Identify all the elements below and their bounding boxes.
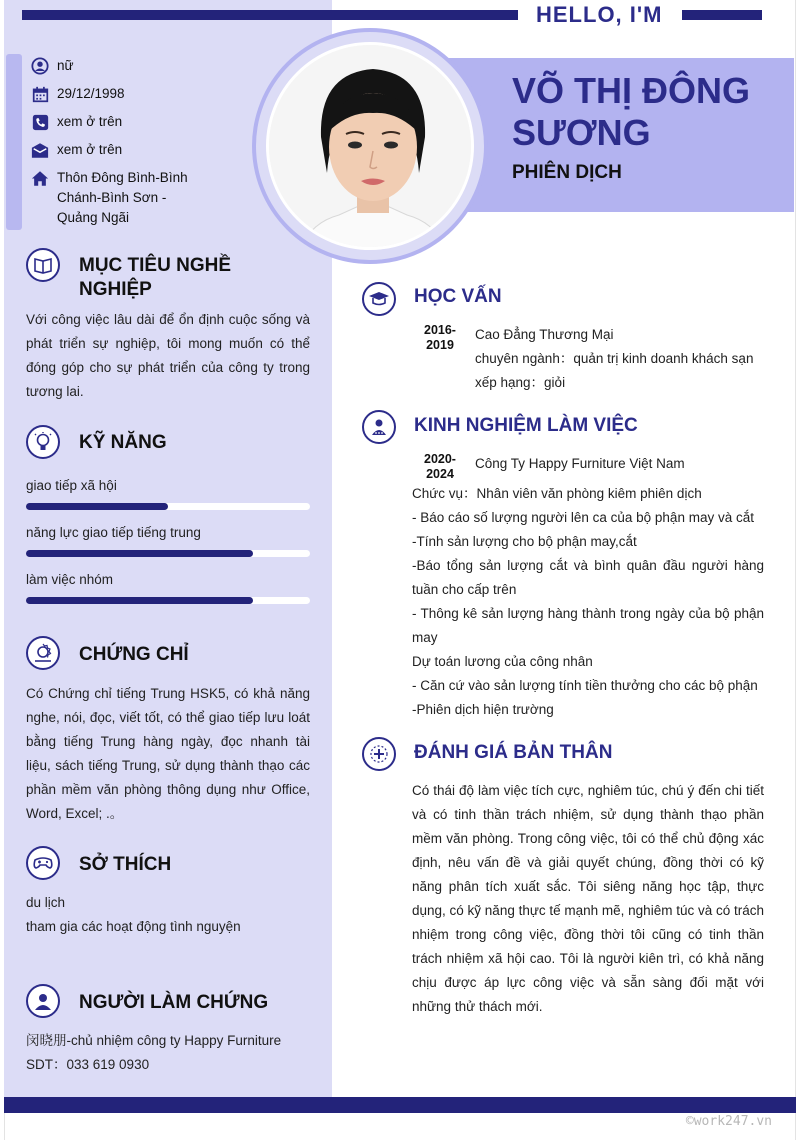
email-value: xem ở trên [57,142,123,157]
full-name: VÕ THỊ ĐÔNG SƯƠNG [512,70,751,153]
experience-line: Chức vụ：Nhân viên văn phòng kiêm phiên dịch [412,486,702,501]
skill-bar-fill [26,550,253,557]
phone-row [30,112,230,132]
phone-icon [30,112,50,132]
book-icon [26,248,60,282]
calendar-icon [30,84,50,104]
envelope-icon [30,140,50,160]
skill-label: làm việc nhóm [26,572,114,587]
person-icon [30,56,50,76]
phone-value: xem ở trên [57,114,123,129]
skill-bar-fill [26,503,168,510]
experience-line: -Báo tổng sản lượng cắt và bình quân đầu người hàng tuần cho cấp trên [412,558,764,597]
experience-line: - Thông kê sản lượng hàng thành trong ngày của bộ phận may [412,606,764,645]
experience-company: Công Ty Happy Furniture Việt Nam [475,456,685,471]
top-bar-right [682,10,762,20]
top-bar-left [22,10,518,20]
experience-years: 2020-2024 [424,452,456,481]
hello-heading: HELLO, I'M [536,2,663,27]
skill-bar-track [26,597,310,604]
objective-text: Với công việc lâu dài để ổn định cuộc sống và phát triển sự nghiệp, tôi mong muốn có thể đóng góp cho sự phát triển của công ty trong tương lai. [26,312,310,399]
reference-line: 闵晓朋-chủ nhiệm công ty Happy Furniture [26,1033,282,1048]
gender-row [30,56,230,76]
personal-info [30,56,230,236]
birthday-row [30,84,230,104]
accent-strip [6,54,22,230]
address-value: Thôn Đông Bình-Bình Chánh-Bình Sơn - Quảng Ngãi [57,170,188,225]
home-icon [30,168,50,188]
education-line: xếp hạng：giỏi [475,375,566,390]
lightbulb-icon [26,425,60,459]
skill-label: giao tiếp xã hội [26,478,117,493]
job-title: PHIÊN DỊCH [512,162,622,183]
experience-line: -Tính sản lượng cho bộ phận may,cắt [412,534,637,549]
birthday-value: 29/12/1998 [57,86,125,101]
hobby-item: du lịch [26,895,66,910]
experience-line: -Phiên dịch hiện trường [412,702,554,717]
worker-icon [362,410,396,444]
hobby-item: tham gia các hoạt động tình nguyện [26,919,241,934]
skill-bar-track [26,550,310,557]
reference-line: SDT：033 619 0930 [26,1057,150,1072]
watermark: ©work247.vn [685,1114,772,1129]
profile-photo [266,42,474,250]
references-title: NGƯỜI LÀM CHỨNG [79,992,269,1013]
objective-title: MỤC TIÊU NGHỀ NGHIỆP [79,255,231,300]
certificates-title: CHỨNG CHỈ [79,644,189,665]
skills-title: KỸ NĂNG [79,432,167,453]
graduation-cap-icon [362,282,396,316]
self-assessment-title: ĐÁNH GIÁ BẢN THÂN [414,742,613,763]
user-circle-icon [26,984,60,1018]
experience-line: - Báo cáo số lượng người lên ca của bộ phận may và cắt [412,510,754,525]
experience-line: Dự toán lương của công nhân [412,654,593,669]
education-line: chuyên ngành：quản trị kinh doanh khách sạn [475,351,754,366]
certificate-icon [26,636,60,670]
plus-circle-icon [362,737,396,771]
skill-bar-track [26,503,310,510]
education-years: 2016-2019 [424,323,456,352]
education-title: HỌC VẤN [414,286,502,307]
email-row [30,140,230,160]
bottom-bar [4,1097,796,1113]
skill-bar-fill [26,597,253,604]
address-row [30,168,230,228]
gender-value: nữ [57,58,74,73]
skill-label: năng lực giao tiếp tiếng trung [26,525,201,540]
gamepad-icon [26,846,60,880]
experience-title: KINH NGHIỆM LÀM VIỆC [414,415,638,436]
experience-line: - Căn cứ vào sản lượng tính tiền thưởng cho các bộ phận [412,678,758,693]
education-line: Cao Đẳng Thương Mại [475,327,614,342]
certificates-text: Có Chứng chỉ tiếng Trung HSK5, có khả năng nghe, nói, đọc, viết tốt, có thể giao tiếp lưu loát bằng tiếng Trung hàng ngày, đọc nhanh tài liệu, sách tiếng Trung, sử dụng thành thạo các phần mềm văn phòng thông dụng như Office, Word, Excel; .。 [26,686,310,821]
hobbies-title: SỞ THÍCH [79,854,172,875]
self-assessment-text: Có thái độ làm việc tích cực, nghiêm túc, chú ý đến chi tiết và có tinh thần trách nhiệm, sử dụng thành thạo phần mềm văn phòng. Trong công việc, tôi có thể chủ động xác định, nêu vấn đề và giải quyết chúng, đồng thời có kỹ năng phân tích xuất sắc. Tôi siêng năng học tập, thực dụng, có kỹ năng thực tế mạnh mẽ, nghiêm túc và có trách nhiệm trong công việc, đồng thời tôi cũng có tinh thần trách nhiệm xã hội cao. Tôi là người kiên trì, có khả năng chịu được áp lực công việc và sẵn sàng đối mặt với những thử thách mới. [412,783,764,1014]
